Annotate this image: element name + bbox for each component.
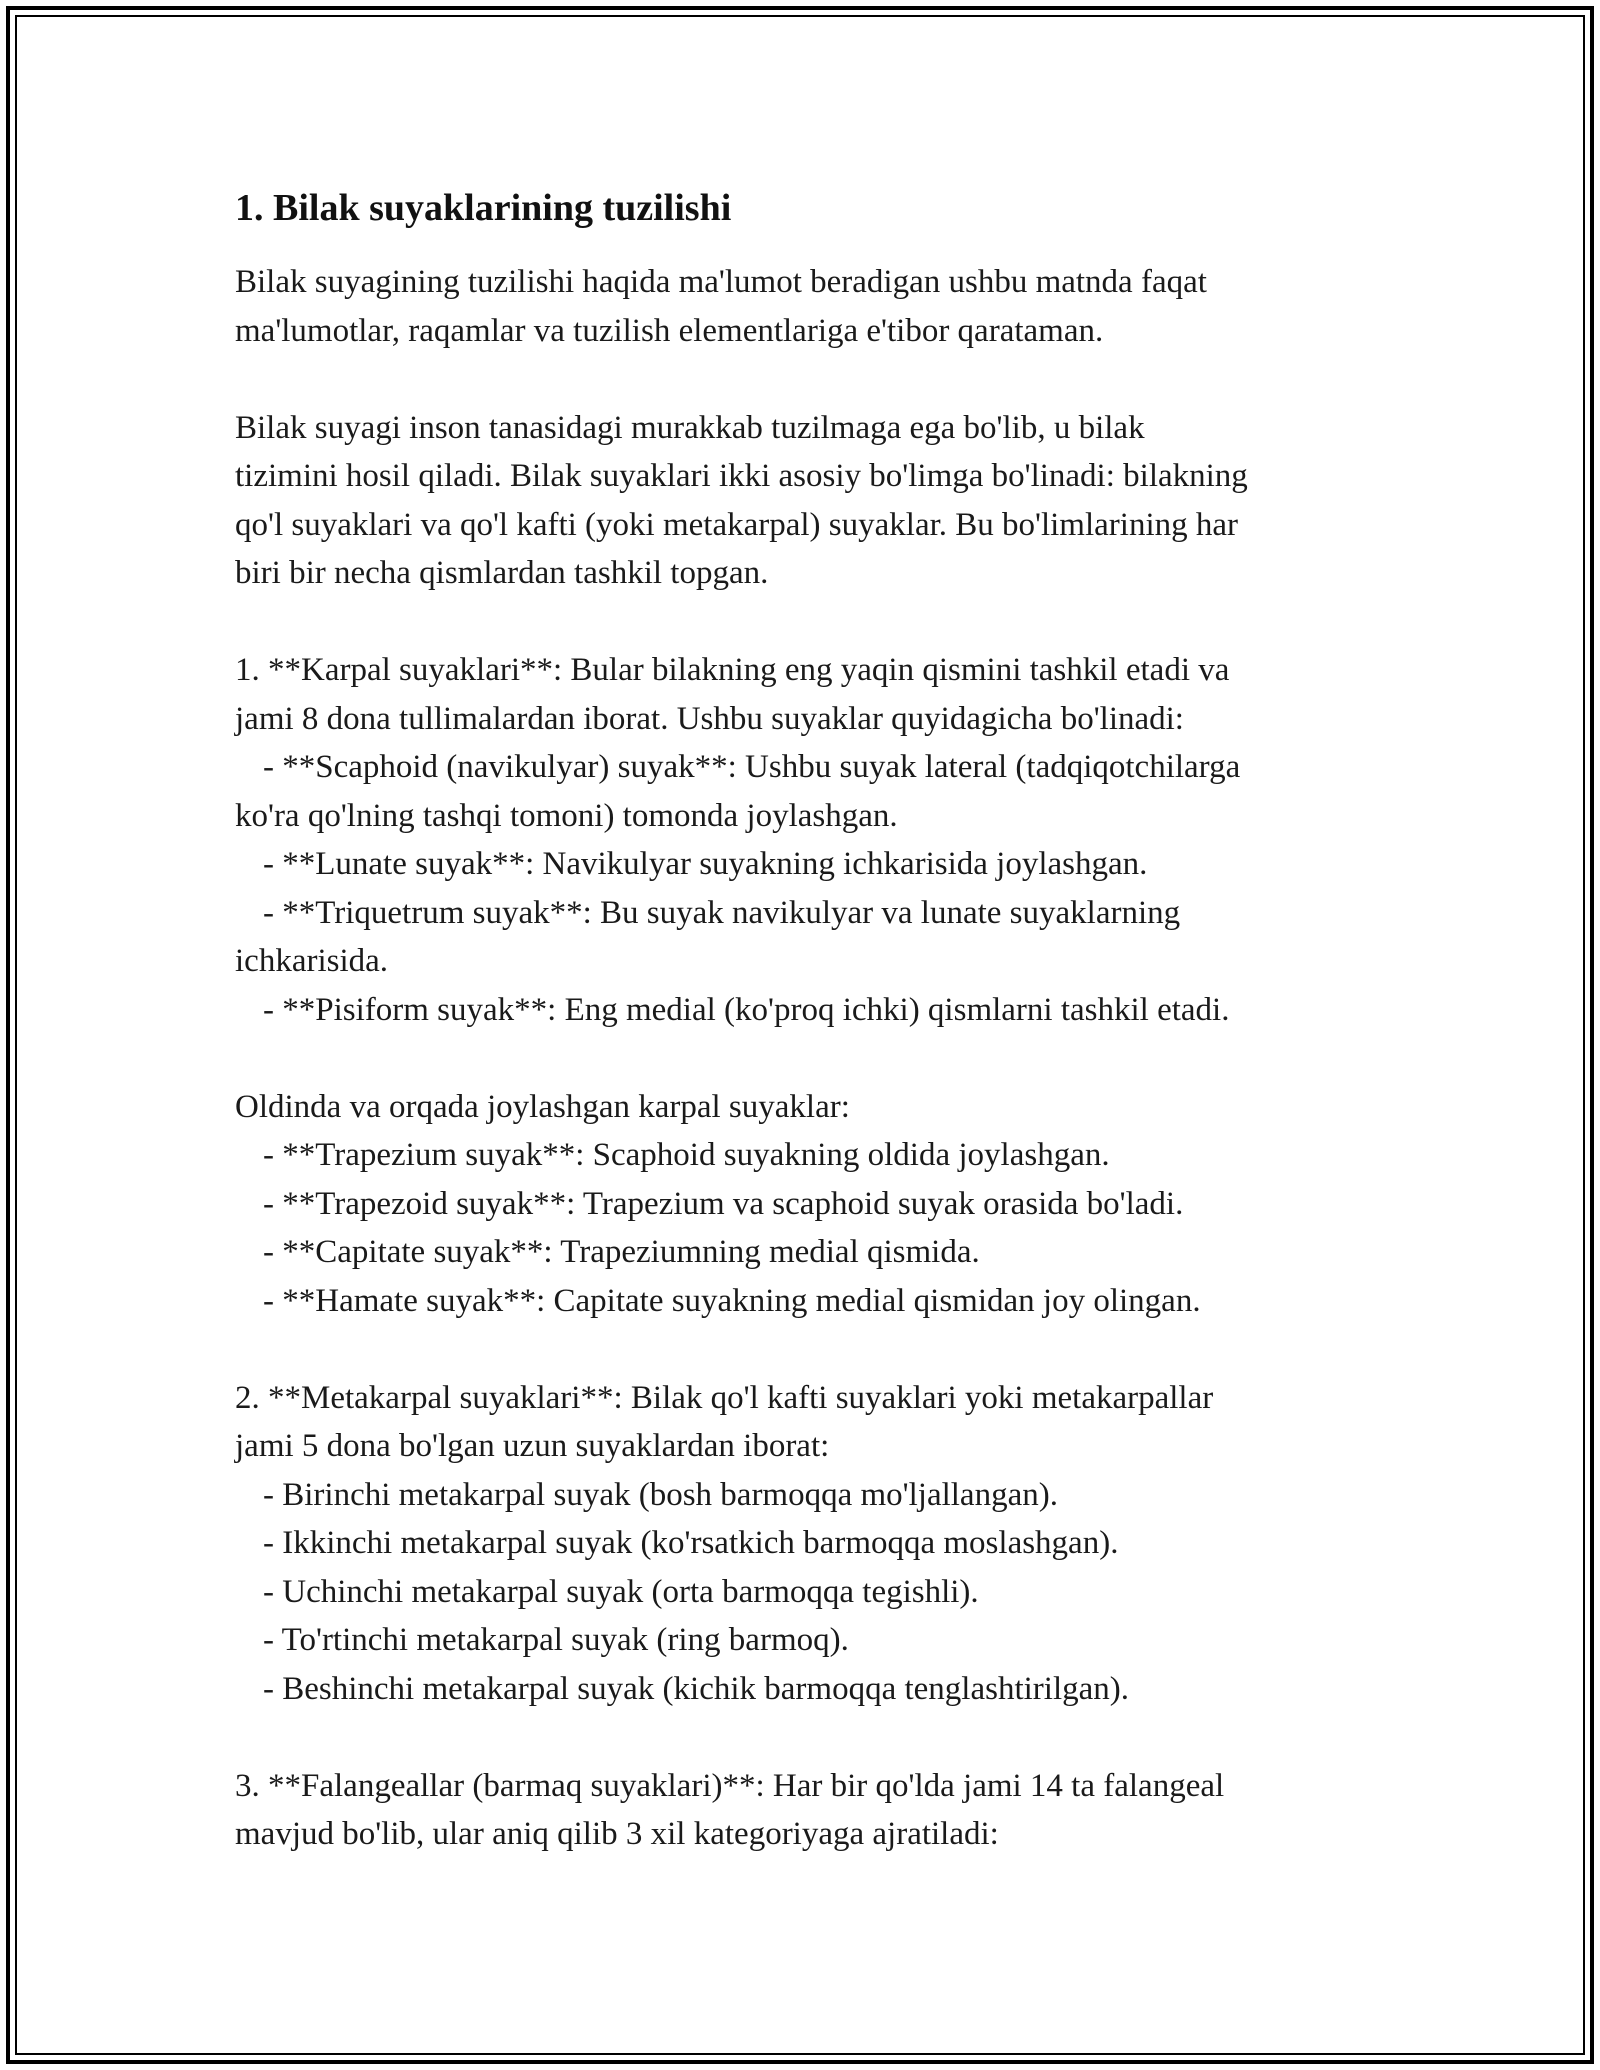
list-item: - **Lunate suyak**: Navikulyar suyakning ichkarisida joylashgan. [263,846,1148,882]
list-item: - Birinchi metakarpal suyak (bosh barmoqqa mo'ljallangan). [263,1476,1058,1513]
overview-paragraph [235,404,1375,598]
text-line: Bilak suyagining tuzilishi haqida ma'lumot beradigan ushbu matnda faqat [235,264,1207,300]
list-heading: 3. **Falangeallar (barmaq suyaklari)**: Har bir qo'lda jami 14 ta falangeal [235,1767,1225,1804]
list-item: - **Triquetrum suyak**: Bu suyak navikulyar va lunate suyaklarning [263,894,1181,931]
list-heading: 2. **Metakarpal suyaklari**: Bilak qo'l kafti suyaklari yoki metakarpallar [235,1379,1214,1416]
list-item: - To'rtinchi metakarpal suyak (ring barmoq). [263,1622,849,1658]
list-heading: 1. **Karpal suyaklari**: Bular bilakning eng yaqin qismini tashkil etadi va [235,652,1230,688]
list-item: - **Trapezoid suyak**: Trapezium va scaphoid suyak orasida bo'ladi. [263,1185,1184,1222]
text-line: tizimini hosil qiladi. Bilak suyaklari ikki asosiy bo'limga bo'linadi: bilakning [235,458,1248,494]
front-back-section [235,1083,1375,1326]
text-line: jami 8 dona tullimalardan iborat. Ushbu suyaklar quyidagicha bo'linadi: [235,700,1184,737]
metakarpal-section [235,1374,1375,1714]
text-line: ma'lumotlar, raqamlar va tuzilish elementlariga e'tibor qarataman. [235,312,1104,349]
text-line: jami 5 dona bo'lgan uzun suyaklardan iborat: [235,1428,830,1464]
text-line: qo'l suyaklari va qo'l kafti (yoki metakarpal) suyaklar. Bu bo'limlarining har [235,506,1239,543]
falangeal-section [235,1762,1375,1859]
karpal-section [235,646,1375,1034]
list-item: - **Scaphoid (navikulyar) suyak**: Ushbu suyak lateral (tadqiqotchilarga [263,749,1241,785]
list-item: - Beshinchi metakarpal suyak (kichik barmoqqa tenglashtirilgan). [263,1670,1129,1707]
list-item: - **Trapezium suyak**: Scaphoid suyakning oldida joylashgan. [263,1137,1110,1173]
text-line: Bilak suyagi inson tanasidagi murakkab tuzilmaga ega bo'lib, u bilak [235,409,1145,446]
list-item: - Uchinchi metakarpal suyak (orta barmoqqa tegishli). [263,1573,979,1610]
text-line: mavjud bo'lib, ular aniq qilib 3 xil kategoriyaga ajratiladi: [235,1816,999,1852]
list-item-continuation: ichkarisida. [235,943,389,979]
list-item: - **Capitate suyak**: Trapeziumning medial qismida. [263,1234,980,1270]
list-item: - Ikkinchi metakarpal suyak (ko'rsatkich barmoqqa moslashgan). [263,1525,1119,1561]
document-body [235,184,1375,1907]
text-line: biri bir necha qismlardan tashkil topgan. [235,555,769,591]
list-item: - **Hamate suyak**: Capitate suyakning medial qismidan joy olingan. [263,1282,1201,1319]
section-title: 1. Bilak suyaklarining tuzilishi [235,187,732,229]
list-item: - **Pisiform suyak**: Eng medial (ko'proq ichki) qismlarni tashkil etadi. [263,991,1230,1028]
intro-paragraph [235,258,1375,355]
list-item-continuation: ko'ra qo'lning tashqi tomoni) tomonda joylashgan. [235,797,898,834]
list-heading: Oldinda va orqada joylashgan karpal suyaklar: [235,1088,850,1125]
